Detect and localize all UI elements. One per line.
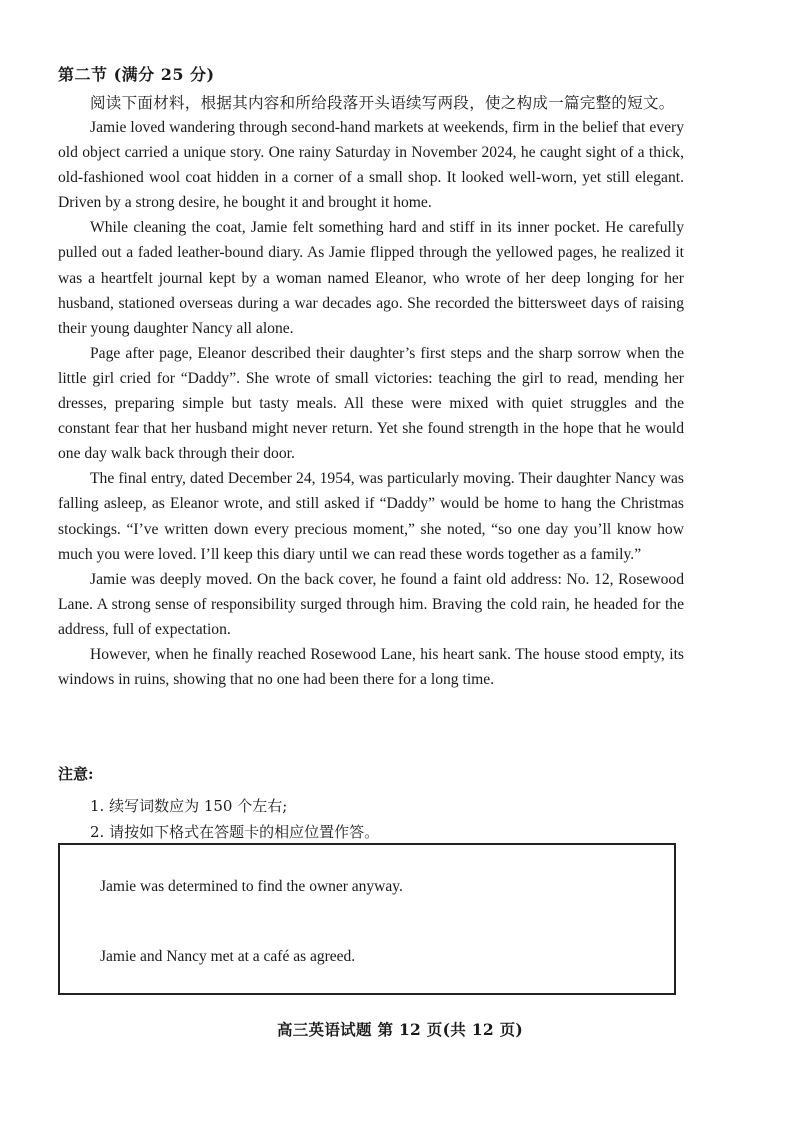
- continuation-opening-2: Jamie and Nancy met at a café as agreed.: [100, 948, 356, 965]
- section-title: 第二节 (满分 25 分): [58, 65, 215, 84]
- notes-list: [90, 793, 379, 845]
- passage-paragraph-2: While cleaning the coat, Jamie felt something hard and stiff in its inner pocket. He carefully pulled out a faded leather-bound diary. As Jamie flipped through the yellowed pages, he realized it was a heartfelt journal kept by a woman named Eleanor, who wrote of her deep longing for her husband, stationed overseas during a war decades ago. She recorded the bittersweet days of raising their young daughter Nancy all alone.: [58, 219, 684, 337]
- passage-paragraph-5: Jamie was deeply moved. On the back cover, he found a faint old address: No. 12, Rosewood Lane. A strong sense of responsibility surged through him. Braving the cold rain, he headed for the address, full of expectation.: [58, 570, 684, 638]
- continuation-opening-1: Jamie was determined to find the owner anyway.: [100, 878, 403, 895]
- passage-paragraph-4: The final entry, dated December 24, 1954, was particularly moving. Their daughter Nancy was falling asleep, as Eleanor wrote, and still asked if “Daddy” would be home to hang the Christmas stockings. “I’ve written down every precious moment,” she noted, “so one day you’ll know how much you were loved. I’ll keep this diary until we can read these words together as a family.”: [58, 470, 684, 563]
- passage-paragraph-3: Page after page, Eleanor described their daughter’s first steps and the sharp sorrow when the little girl cried for “Daddy”. She wrote of small victories: teaching the girl to read, mending her dresses, preparing simple but tasty meals. All these were mixed with quiet struggles and the constant fear that her husband might never return. Yet she found strength in the hope that he would one day walk back through their door.: [58, 344, 684, 463]
- answer-format-box: [58, 843, 676, 995]
- reading-passage: [58, 115, 684, 692]
- page-footer: 高三英语试题 第 12 页(共 12 页): [276, 1020, 524, 1039]
- notes-label: 注意:: [58, 765, 94, 783]
- passage-paragraph-6: However, when he finally reached Rosewood Lane, his heart sank. The house stood empty, its windows in ruins, showing that no one had been there for a long time.: [58, 645, 684, 689]
- note-item: 1. 续写词数应为 150 个左右;: [90, 797, 288, 815]
- passage-paragraph-1: Jamie loved wandering through second-hand markets at weekends, firm in the belief that every old object carried a unique story. One rainy Saturday in November 2024, he caught sight of a thick, old-fashioned wool coat hidden in a corner of a small shop. It looked well-worn, yet still elegant. Driven by a strong desire, he bought it and brought it home.: [58, 119, 684, 212]
- instruction-text: 阅读下面材料，根据其内容和所给段落开头语续写两段，使之构成一篇完整的短文。: [90, 94, 675, 112]
- note-item: 2. 请按如下格式在答题卡的相应位置作答。: [90, 823, 380, 841]
